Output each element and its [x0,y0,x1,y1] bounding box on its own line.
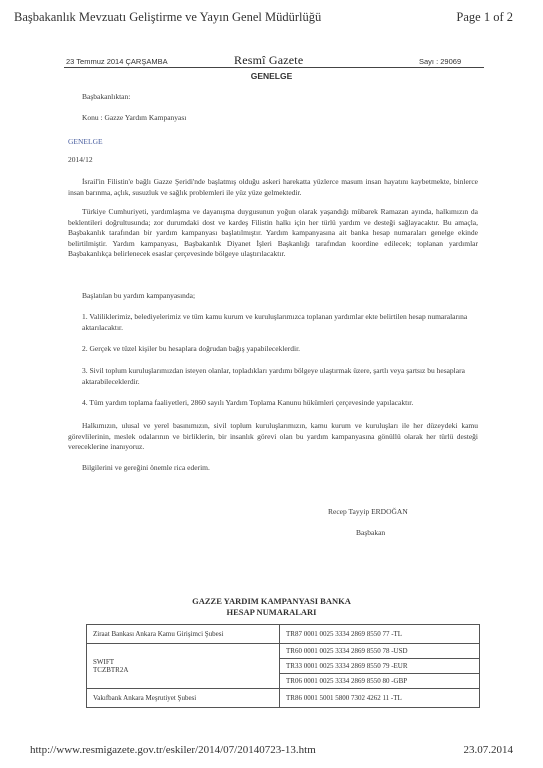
list-item-1: 1. Valiliklerimiz, belediyelerimiz ve tüm kamu kurum ve kuruluşlarımızca toplanan yardımlar ekte belirtilen hesap numaralarına aktarılacaktır. [82,312,468,332]
account-number: TR06 0001 0025 3334 2869 8550 80 -GBP [280,674,480,689]
bank-table-title [0,596,543,618]
browser-title: Başbakanlık Mevzuatı Geliştirme ve Yayın Genel Müdürlüğü [14,10,322,24]
closing-request: Bilgilerini ve gereğini önemle rica ederim. [82,463,210,472]
gazette-name: Resmî Gazete [234,53,304,67]
paragraph-3: Başlatılan bu yardım kampanyasında; [82,291,196,300]
paragraph-1: İsrail'in Filistin'e bağlı Gazze Şeridi'nde başlatmış olduğu askeri harekatta yüzlerce masum insan hayatını kaybetmekte, binlerce insan barınma, açlık, susuzluk ve sağlık problemleri ile yüz yüze gelmektedir. [68,177,478,197]
bank-name: Ziraat Bankası Ankara Kamu Girişimci Şubesi [87,625,280,644]
signature-name: Recep Tayyip ERDOĞAN [328,507,408,516]
bank-name: Vakıfbank Ankara Meşrutiyet Şubesi [87,689,280,708]
signature-title: Başbakan [356,528,386,537]
gazette-date: 23 Temmuz 2014 ÇARŞAMBA [66,57,168,66]
bank-account-table [86,624,480,708]
account-number: TR86 0001 5001 5800 7302 4262 11 -TL [280,689,480,708]
footer-url-link[interactable]: http://www.resmigazete.gov.tr/eskiler/2014/07/20140723-13.htm [30,744,316,756]
letter-number: 2014/12 [68,155,93,164]
bank-table-title-line-2: HESAP NUMARALARI [226,607,317,617]
swift-cell [87,644,280,689]
page-number: Page 1 of 2 [456,10,513,24]
letter-subject: Konu : Gazze Yardım Kampanyası [82,113,187,122]
document-type: GENELGE [250,71,293,81]
bank-table-title-line-1: GAZZE YARDIM KAMPANYASI BANKA [192,596,351,606]
swift-label: SWIFT [93,658,114,666]
table-row [87,625,480,644]
list-item-3: 3. Sivil toplum kuruluşlarımızdan isteyen olanlar, topladıkları yardımı bölgeye ulaştırmak üzere, şartlı veya şartsız bu hesaplara aktarabileceklerdir. [82,366,465,386]
account-number: TR60 0001 0025 3334 2869 8550 78 -USD [280,644,480,659]
list-item-4: 4. Tüm yardım toplama faaliyetleri, 2860 sayılı Yardım Toplama Kanunu hükümleri çerçevesinde yapılacaktır. [82,398,414,407]
swift-code: TCZBTR2A [93,666,129,674]
account-number: TR33 0001 0025 3334 2869 8550 79 -EUR [280,659,480,674]
table-row [87,689,480,708]
table-row [87,644,480,659]
letter-from: Başbakanlıktan: [82,92,131,101]
footer-date: 23.07.2014 [463,744,513,756]
letter-heading: GENELGE [68,137,103,146]
list-item-2: 2. Gerçek ve tüzel kişiler bu hesaplara doğrudan bağış yapabileceklerdir. [82,344,301,353]
gazette-divider [64,67,484,68]
closing-paragraph: Halkımızın, ulusal ve yerel basınımızın, sivil toplum kuruluşlarımızın, kamu kurum ve kuruluşları ile her düzeydeki kamu görevlilerinin, meslek odalarının ve birliklerin, bir insanlık görevi olan bu yardım kampanyasına gönüllü olarak her türlü desteği vereceklerine inanıyoruz. [68,421,478,451]
paragraph-2: Türkiye Cumhuriyeti, yardımlaşma ve dayanışma duygusunun yoğun olarak yaşandığı mübarek Ramazan ayında, halkımızın da beklentileri doğrultusunda; zor durumdaki dost ve kardeş Filistin halkı için her türlü yardım ve desteği sağlayacaktır. Bu amaçla, Başbakanlık tarafından bir yardım kampanyası başlatılmıştır. Yardım kampanyasına ait banka hesap numaraları genelge ekinde belirtilmiştir. Yardım kampanyası, Başbakanlık Diyanet İşleri Başkanlığı tarafından koordine edilecek; toplanan yardımlar Başbakanlıkça belirlenecek esaslar çerçevesinde bölgeye ulaştırılacaktır. [68,207,478,258]
gazette-issue: Sayı : 29069 [419,57,462,66]
account-number: TR87 0001 0025 3334 2869 8550 77 -TL [280,625,480,644]
